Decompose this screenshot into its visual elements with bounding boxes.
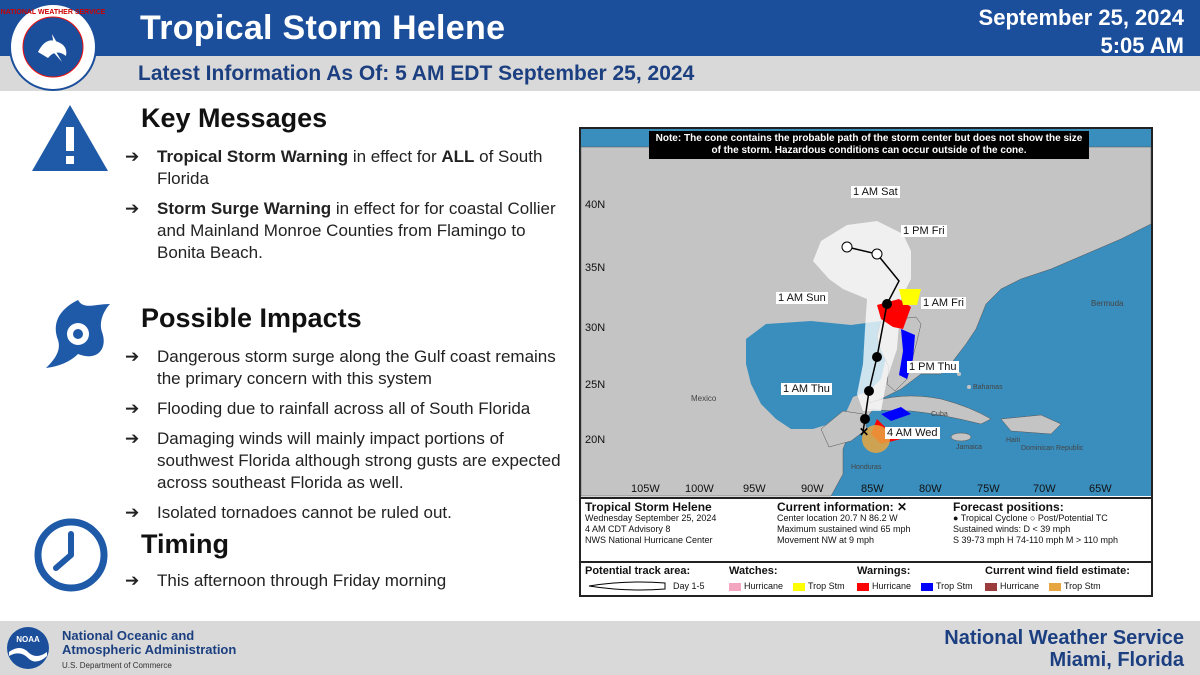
noaa-line-1: National Oceanic and bbox=[62, 628, 195, 643]
place-label: Mexico bbox=[691, 394, 717, 403]
svg-text:✕: ✕ bbox=[859, 425, 870, 439]
place-label: Cuba bbox=[931, 411, 948, 418]
legend-label: Trop Stm bbox=[808, 581, 845, 591]
possible-impacts-title: Possible Impacts bbox=[141, 303, 362, 333]
place-label: Bahamas bbox=[973, 384, 1003, 391]
track-label: 1 AM Sat bbox=[853, 186, 898, 198]
nws-office bbox=[944, 627, 1184, 671]
lat-label: 30N bbox=[585, 322, 606, 334]
key-messages-list bbox=[125, 146, 575, 272]
hurricane-warning-swatch bbox=[857, 583, 869, 591]
movement: Movement NW at 9 mph bbox=[777, 535, 875, 545]
forecast-cone-map bbox=[579, 127, 1153, 597]
map-info-panel bbox=[581, 497, 1151, 597]
center-location: Center location 20.7 N 86.2 W bbox=[777, 513, 898, 523]
hurricane-watch-swatch bbox=[729, 583, 741, 591]
noaa-name bbox=[62, 629, 236, 657]
track-label: 1 PM Thu bbox=[909, 361, 957, 373]
lon-label: 95W bbox=[743, 483, 766, 495]
lon-label: 105W bbox=[631, 483, 660, 495]
legend-label: Hurricane bbox=[744, 581, 784, 591]
track-label: 1 AM Fri bbox=[923, 297, 964, 309]
map-graphic bbox=[581, 129, 1151, 496]
list-item: ➔ Dangerous storm surge along the Gulf coast remains the primary concern with this system bbox=[125, 347, 556, 388]
map-note: Note: The cone contains the probable path of the storm center but does not show the size of the storm. Hazardous conditions can occur outside of the cone. bbox=[649, 131, 1089, 159]
noaa-logo-text: NOAA bbox=[16, 635, 40, 644]
place-label: Dominican Republic bbox=[1021, 445, 1084, 452]
lon-label: 75W bbox=[977, 483, 1000, 495]
place-label: Jamaica bbox=[956, 444, 983, 451]
forecast-line: S 39-73 mph H 74-110 mph M > 110 mph bbox=[953, 535, 1119, 545]
lon-label: 85W bbox=[861, 483, 884, 495]
track-label: 4 AM Wed bbox=[887, 427, 938, 439]
hurricane-icon bbox=[44, 296, 112, 376]
lon-label: 70W bbox=[1033, 483, 1056, 495]
lon-label: 80W bbox=[919, 483, 942, 495]
list-item: ➔ Damaging winds will mainly impact portions of southwest Florida although strong gusts are expected across southeast Florida as well. bbox=[125, 429, 561, 492]
nws-logo-text: NATIONAL WEATHER SERVICE bbox=[0, 9, 106, 16]
lat-label: 35N bbox=[585, 262, 606, 274]
lon-label: 100W bbox=[685, 483, 714, 495]
timing-title: Timing bbox=[141, 529, 230, 559]
lat-label: 20N bbox=[585, 434, 606, 446]
timing-list bbox=[125, 570, 575, 600]
list-item: ➔ Storm Surge Warning in effect for for coastal Collier and Mainland Monroe Counties from Flamingo to Bonita Beach. bbox=[125, 199, 556, 262]
header-date: September 25, 2024 bbox=[978, 5, 1184, 30]
legend-wind-title: Current wind field estimate: bbox=[985, 565, 1130, 577]
header-time: 5:05 AM bbox=[1100, 33, 1184, 58]
storm-date: Wednesday September 25, 2024 bbox=[585, 513, 717, 523]
noaa-logo bbox=[6, 626, 50, 670]
list-item: ➔ Flooding due to rainfall across all of South Florida bbox=[125, 399, 531, 418]
legend-label: Hurricane bbox=[1000, 581, 1040, 591]
forecast-line: Sustained winds: D < 39 mph bbox=[953, 524, 1071, 534]
noaa-line-2: Atmospheric Administration bbox=[62, 642, 237, 657]
map-legend bbox=[581, 561, 1151, 597]
date-time bbox=[979, 4, 1184, 60]
nws-line-2: Miami, Florida bbox=[1049, 649, 1184, 671]
nhc: NWS National Hurricane Center bbox=[585, 535, 713, 545]
legend-label: Hurricane bbox=[872, 581, 912, 591]
max-wind: Maximum sustained wind 65 mph bbox=[777, 524, 911, 534]
storm-name: Tropical Storm Helene bbox=[585, 500, 712, 514]
track-label: 1 PM Fri bbox=[903, 225, 945, 237]
map-area bbox=[581, 129, 1151, 496]
trop-warning-swatch bbox=[921, 583, 933, 591]
current-info-title: Current information: ✕ bbox=[777, 500, 908, 514]
place-label: Bermuda bbox=[1091, 299, 1124, 308]
track-label: 1 AM Thu bbox=[783, 383, 830, 395]
warning-icon bbox=[30, 103, 110, 173]
nws-logo bbox=[0, 2, 106, 92]
impacts-list bbox=[125, 346, 575, 532]
lon-label: 90W bbox=[801, 483, 824, 495]
forecast-line: ● Tropical Cyclone ○ Post/Potential TC bbox=[953, 513, 1108, 523]
legend-day: Day 1-5 bbox=[673, 581, 705, 591]
legend-warnings-title: Warnings: bbox=[857, 565, 911, 577]
legend-label: Trop Stm bbox=[1064, 581, 1101, 591]
legend-label: Trop Stm bbox=[936, 581, 973, 591]
nws-line-1: National Weather Service bbox=[944, 627, 1184, 649]
footer-bar bbox=[0, 621, 1200, 675]
place-label: Haiti bbox=[1006, 437, 1021, 444]
legend-watches-title: Watches: bbox=[729, 565, 778, 577]
trop-watch-swatch bbox=[793, 583, 805, 591]
forecast-positions-title: Forecast positions: bbox=[953, 500, 1064, 514]
legend-track-title: Potential track area: bbox=[585, 565, 691, 577]
lat-label: 25N bbox=[585, 379, 606, 391]
list-item: ➔ Isolated tornadoes cannot be ruled out. bbox=[125, 503, 452, 522]
cone-legend-shape bbox=[587, 579, 667, 593]
page-title: Tropical Storm Helene bbox=[140, 9, 506, 47]
lat-label: 40N bbox=[585, 199, 606, 211]
latest-info-subtitle: Latest Information As Of: 5 AM EDT September 25, 2024 bbox=[138, 62, 695, 85]
noaa-sub: U.S. Department of Commerce bbox=[62, 661, 172, 670]
key-messages-title: Key Messages bbox=[141, 103, 328, 133]
clock-icon bbox=[32, 516, 110, 594]
wind-hurricane-swatch bbox=[985, 583, 997, 591]
lon-label: 65W bbox=[1089, 483, 1112, 495]
advisory: 4 AM CDT Advisory 8 bbox=[585, 524, 671, 534]
list-item: ➔ This afternoon through Friday morning bbox=[125, 571, 447, 590]
track-label: 1 AM Sun bbox=[778, 292, 826, 304]
wind-trop-swatch bbox=[1049, 583, 1061, 591]
list-item: ➔ Tropical Storm Warning in effect for ALL of South Florida bbox=[125, 147, 543, 188]
place-label: Honduras bbox=[851, 464, 882, 471]
